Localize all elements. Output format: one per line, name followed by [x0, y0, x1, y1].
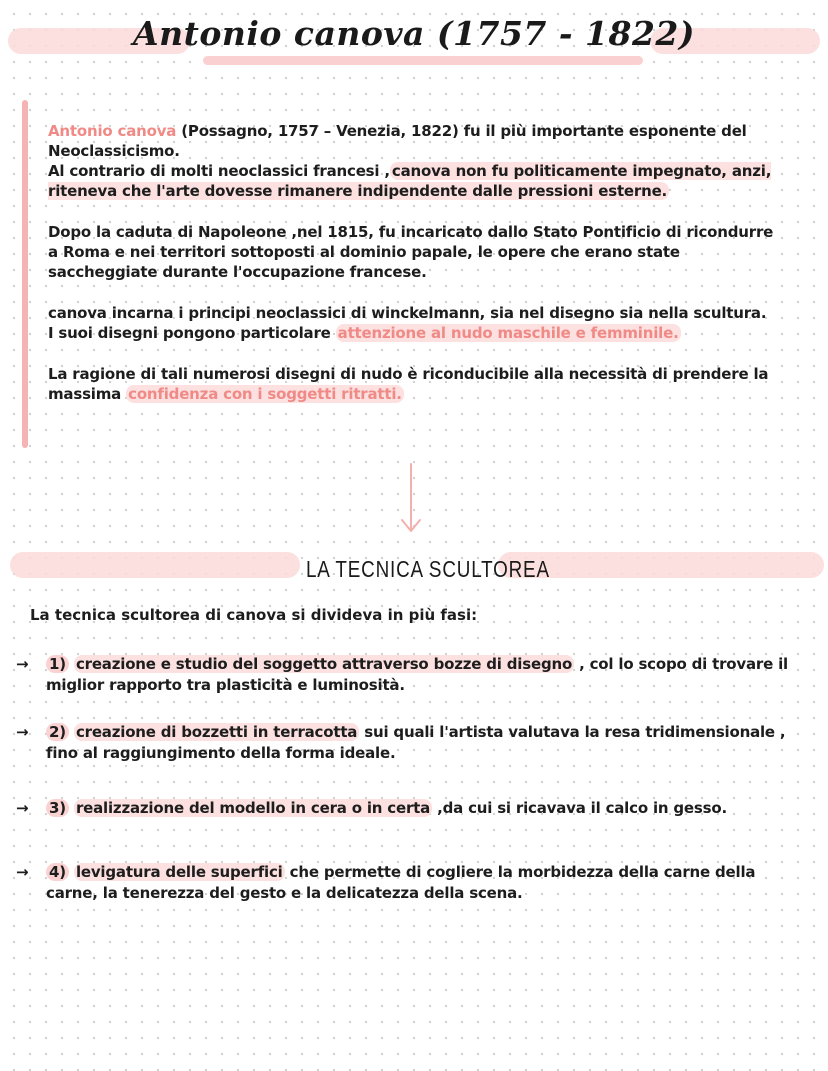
section-intro: La tecnica scultorea di canova si divideva in più fasi: [30, 606, 478, 624]
step-1: → 1) creazione e studio del soggetto attraverso bozze di disegno , col lo scopo di trovare il miglior rapporto tra plasticità e luminosità. [16, 655, 788, 694]
step-number: 1) [46, 655, 69, 673]
step-highlight: creazione e studio del soggetto attraverso bozze di disegno [75, 655, 573, 673]
title-underline [203, 56, 643, 65]
intro-paragraph-3: canova incarna i principi neoclassici di winckelmann, sia nel disegno sia nella scultura. I suoi disegni pongono particolare attenzione al nudo maschile e femminile. [48, 304, 767, 342]
step-number: 3) [46, 799, 69, 817]
section-band-left [10, 552, 300, 578]
intro-paragraph-4: La ragione di tali numerosi disegni di nudo è riconducibile alla necessità di prendere la massima confidenza con i soggetti ritratti. [48, 365, 769, 403]
step-highlight: creazione di bozzetti in terracotta [75, 723, 358, 741]
intro-paragraph-2: Dopo la caduta di Napoleone ,nel 1815, fu incaricato dallo Stato Pontificio di ricondurre a Roma e nei territori sottoposti al dominio papale, le opere che erano state saccheggiate durante l'occupazione francese. [48, 223, 774, 281]
step-3: → 3) realizzazione del modello in cera o in certa ,da cui si ricavava il calco in gesso. [16, 799, 727, 817]
arrow-right-icon: → [16, 655, 29, 673]
highlight-politics: canova non fu politicamente impegnato, anzi, riteneva che l'arte dovesse rimanere indipendente dalle pressioni esterne. [48, 162, 772, 200]
intro-text [48, 121, 788, 425]
highlight-nude: attenzione al nudo maschile e femminile. [337, 324, 679, 342]
subject-name: Antonio canova [48, 122, 177, 140]
arrow-right-icon: → [16, 723, 29, 741]
intro-paragraph-1: Antonio canova (Possagno, 1757 – Venezia, 1822) fu il più importante esponente del Neoclassicismo. Al contrario di molti neoclassici francesi , canova non fu politicamente impegnato, anzi, riteneva che l'arte dovesse rimanere indipendente dalle pressioni esterne. [48, 122, 772, 200]
section-title: LA TECNICA SCULTOREA [306, 556, 550, 582]
down-arrow-icon [398, 462, 424, 534]
arrow-right-icon: → [16, 799, 29, 817]
step-number: 4) [46, 863, 69, 881]
step-4: → 4) levigatura delle superfici che permette di cogliere la morbidezza della carne della carne, la tenerezza del gesto e la delicatezza della scena. [16, 863, 756, 902]
highlight-confidence: confidenza con i soggetti ritratti. [128, 385, 402, 403]
page-title: Antonio canova (1757 - 1822) [133, 14, 695, 53]
step-highlight: realizzazione del modello in cera o in certa [75, 799, 431, 817]
arrow-right-icon: → [16, 863, 29, 881]
step-number: 2) [46, 723, 69, 741]
intro-margin-bar [22, 100, 28, 448]
step-2: → 2) creazione di bozzetti in terracotta sui quali l'artista valutava la resa tridimensionale , fino al raggiungimento della forma ideale. [16, 723, 786, 762]
step-highlight: levigatura delle superfici [75, 863, 283, 881]
